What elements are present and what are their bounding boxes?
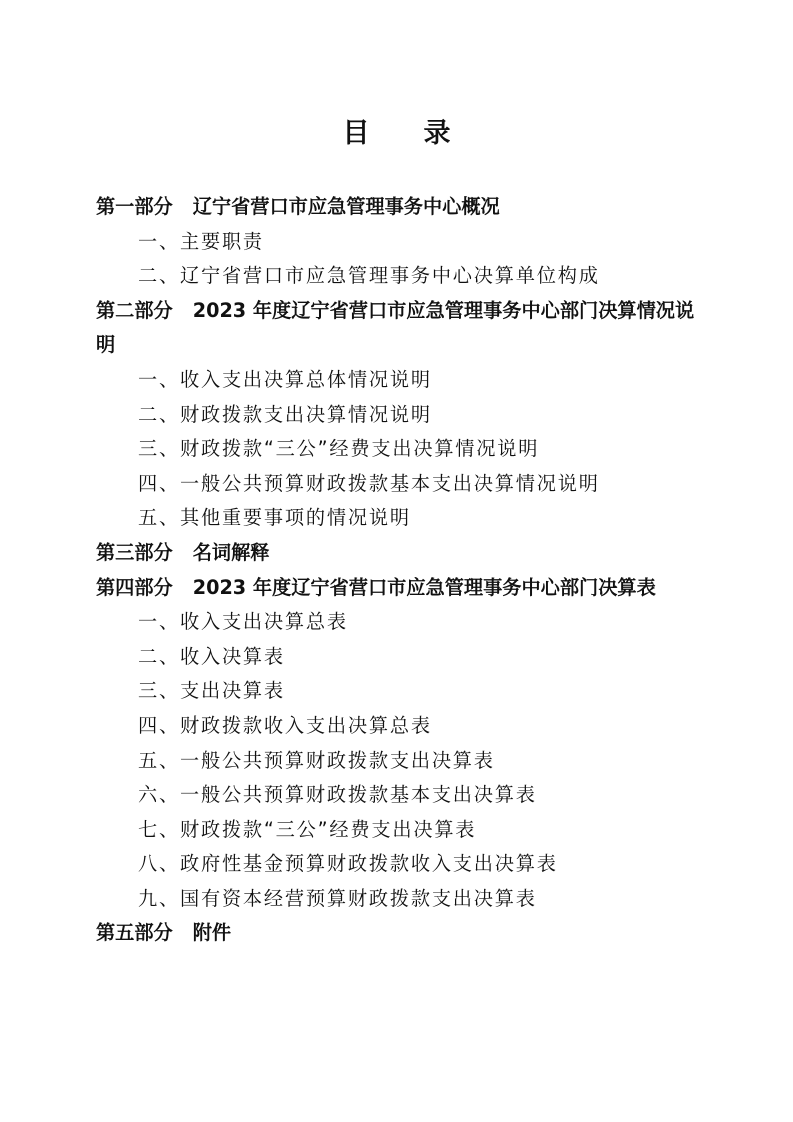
toc-part-label: 第四部分 [96,575,173,599]
toc-part-text: 2023 年度辽宁省营口市应急管理事务中心部门决算表 [192,575,656,599]
toc-part-text: 附件 [192,921,232,945]
toc-item: 四、财政拨款收入支出决算总表 [138,713,432,737]
toc-item: 一、主要职责 [138,229,264,253]
page-title [0,116,793,152]
toc-part-text: 2023 年度辽宁省营口市应急管理事务中心部门决算情况说明 [96,298,695,357]
toc-part-label: 第一部分 [96,195,173,218]
toc-part-label: 第五部分 [96,921,173,945]
toc-part-text: 名词解释 [192,540,270,564]
toc-item: 二、财政拨款支出决算情况说明 [138,402,432,426]
toc-part-label: 第三部分 [96,540,173,564]
toc-item: 六、一般公共预算财政拨款基本支出决算表 [138,783,537,807]
toc-item: 三、财政拨款“三公”经费支出决算情况说明 [138,437,540,461]
toc-item: 五、其他重要事项的情况说明 [138,506,411,530]
toc-item: 八、政府性基金预算财政拨款收入支出决算表 [138,852,558,876]
toc-part-label: 第二部分 [96,298,173,322]
toc-part-text: 辽宁省营口市应急管理事务中心概况 [192,195,500,218]
toc-item: 三、支出决算表 [138,679,285,703]
toc-part-1 [96,190,706,225]
toc-item: 五、一般公共预算财政拨款支出决算表 [138,748,495,772]
toc-item: 九、国有资本经营预算财政拨款支出决算表 [138,886,537,910]
toc-part-4 [96,571,706,606]
table-of-contents [96,190,706,951]
toc-item: 一、收入支出决算总表 [138,610,348,634]
toc-item: 二、辽宁省营口市应急管理事务中心决算单位构成 [138,264,600,288]
toc-item: 七、财政拨款“三公”经费支出决算表 [138,817,477,841]
toc-item: 一、收入支出决算总体情况说明 [138,367,432,391]
toc-part-2 [96,294,706,363]
toc-item: 二、收入决算表 [138,644,285,668]
toc-part-3 [96,536,706,571]
title-char-left: 目 [342,118,370,149]
title-char-right: 录 [423,118,451,149]
toc-part-5 [96,916,706,951]
toc-item: 四、一般公共预算财政拨款基本支出决算情况说明 [138,471,600,495]
